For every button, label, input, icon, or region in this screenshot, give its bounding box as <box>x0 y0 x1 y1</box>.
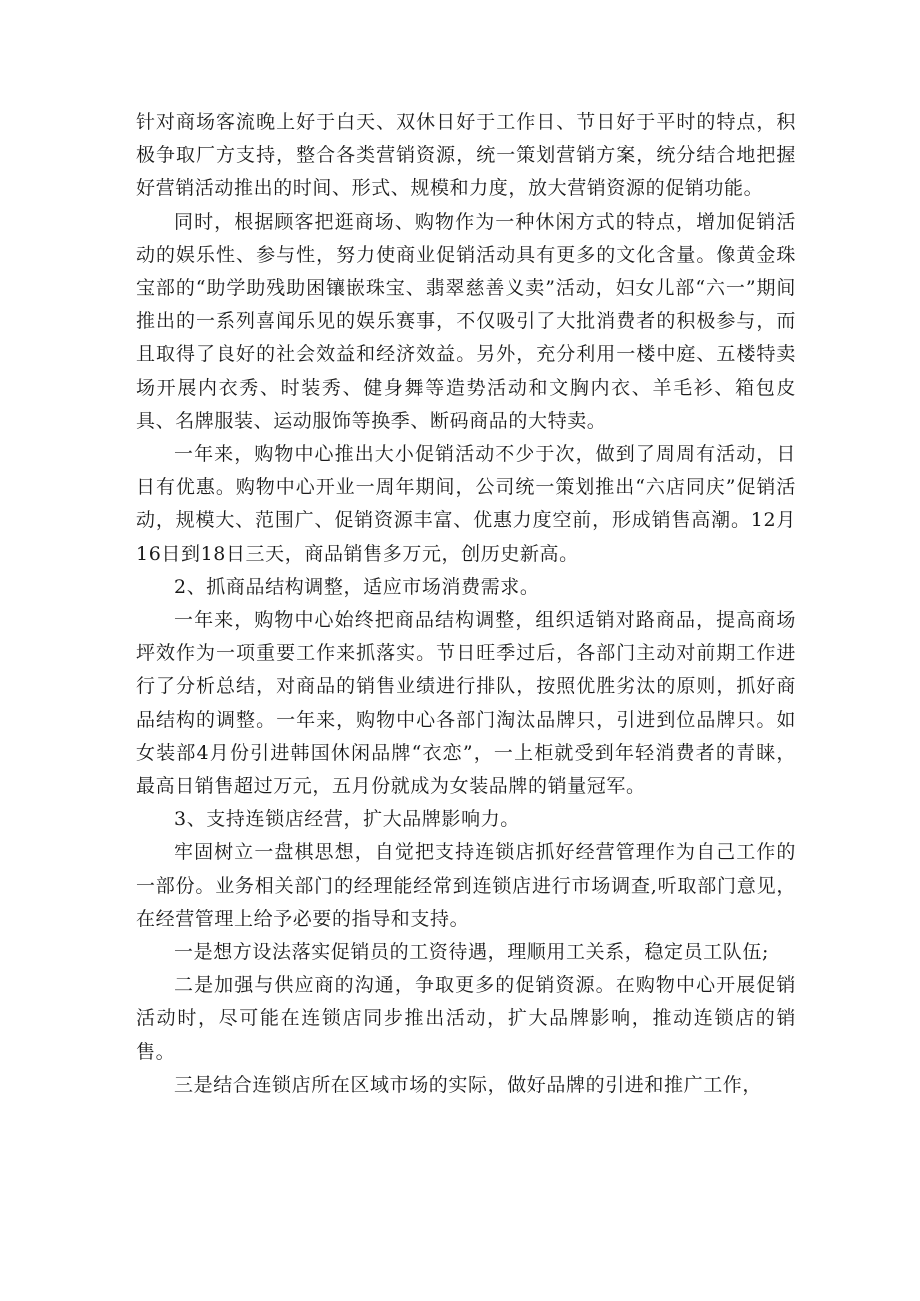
paragraph-7: 二是加强与供应商的沟通，争取更多的促销资源。在购物中心开展促销活动时，尽可能在连锁店同步推出活动，扩大品牌影响，推动连锁店的销售。 <box>136 974 796 1063</box>
paragraph-5: 牢固树立一盘棋思想，自觉把支持连锁店抓好经营管理作为自己工作的一部份。业务相关部门的经理能经常到连锁店进行市场调查,听取部门意见，在经营管理上给予必要的指导和支持。 <box>136 841 796 930</box>
paragraph-6: 一是想方设法落实促销员的工资待遇，理顺用工关系，稳定员工队伍; <box>174 941 770 964</box>
paragraph-3: 一年来，购物中心推出大小促销活动不少于次，做到了周周有活动，日日有优惠。购物中心开业一周年期间，公司统一策划推出“六店同庆”促销活动，规模大、范围广、促销资源丰富、优惠力度空前，形成销售高潮。12月16日到18日三天，商品销售多万元，创历史新高。 <box>136 443 796 565</box>
paragraph-4: 一年来，购物中心始终把商品结构调整，组织适销对路商品，提高商场坪效作为一项重要工作来抓落实。节日旺季过后，各部门主动对前期工作进行了分析总结，对商品的销售业绩进行排队，按照优胜劣汰的原则，抓好商品结构的调整。一年来，购物中心各部门淘汰品牌只，引进到位品牌只。如女装部4月份引进韩国休闲品牌“衣恋”，一上柜就受到年轻消费者的青睐，最高日销售超过万元，五月份就成为女装品牌的销量冠军。 <box>136 609 796 798</box>
section-heading-2: 2、抓商品结构调整，适应市场消费需求。 <box>174 575 540 598</box>
paragraph-1: 针对商场客流晚上好于白天、双休日好于工作日、节日好于平时的特点，积极争取厂方支持，整合各类营销资源，统一策划营销方案，统分结合地把握好营销活动推出的时间、形式、规模和力度，放大营销资源的促销功能。 <box>136 111 796 200</box>
document-body <box>136 106 796 1102</box>
paragraph-8: 三是结合连锁店所在区域市场的实际，做好品牌的引进和推广工作， <box>174 1073 763 1096</box>
section-heading-3: 3、支持连锁店经营，扩大品牌影响力。 <box>174 808 520 831</box>
paragraph-2: 同时，根据顾客把逛商场、购物作为一种休闲方式的特点，增加促销活动的娱乐性、参与性，努力使商业促销活动具有更多的文化含量。像黄金珠宝部的“助学助残助困镶嵌珠宝、翡翠慈善义卖”活动，妇女儿部“六一”期间推出的一系列喜闻乐见的娱乐赛事，不仅吸引了大批消费者的积极参与，而且取得了良好的社会效益和经济效益。另外，充分利用一楼中庭、五楼特卖场开展内衣秀、时装秀、健身舞等造势活动和文胸内衣、羊毛衫、箱包皮具、名牌服装、运动服饰等换季、断码商品的大特卖。 <box>136 210 796 432</box>
